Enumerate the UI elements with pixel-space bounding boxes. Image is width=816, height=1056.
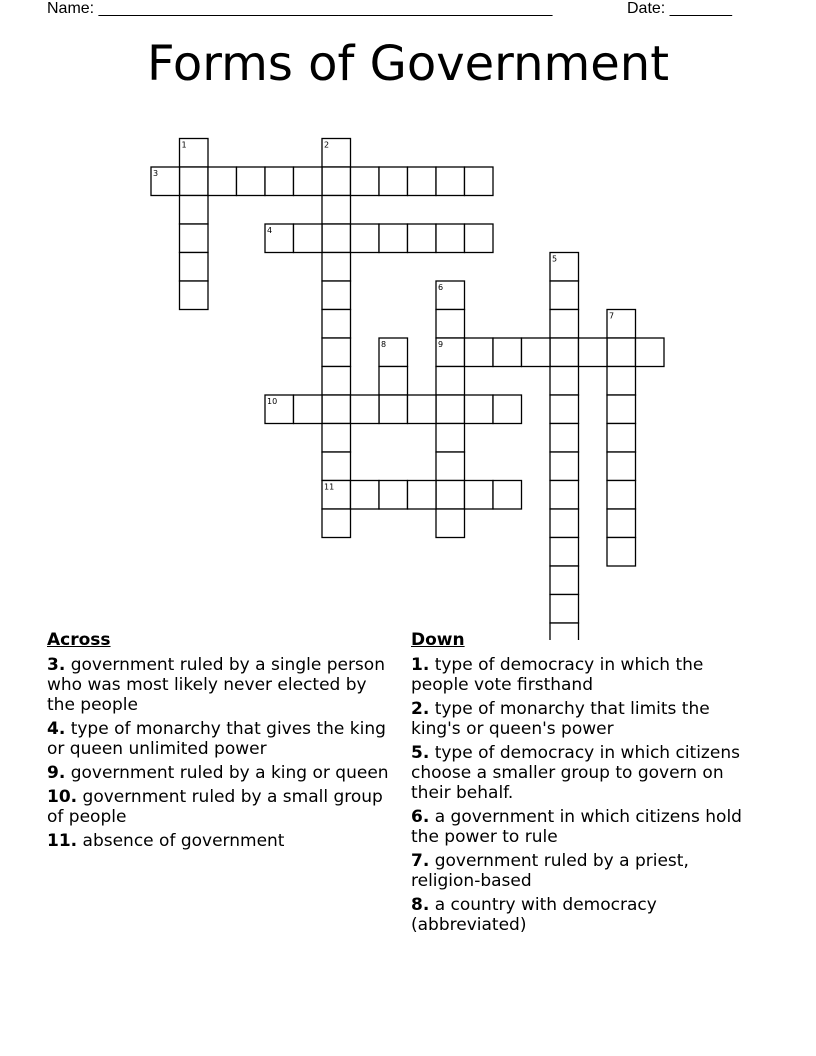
clue-down-7: 7. government ruled by a priest, religion-based <box>411 851 689 891</box>
grid-cell[interactable] <box>465 224 494 253</box>
clue-number-11: 11 <box>324 482 335 492</box>
clue-number-8: 8 <box>381 340 387 349</box>
grid-cell[interactable] <box>294 167 323 196</box>
clue-number-3: 3 <box>153 169 159 178</box>
grid-cell[interactable] <box>607 509 636 538</box>
grid-cell[interactable] <box>379 167 408 196</box>
clue-down-8: 8. a country with democracy (abbreviated) <box>411 895 657 935</box>
grid-cell[interactable] <box>379 481 408 510</box>
clue-across-11: 11. absence of government <box>47 831 285 851</box>
grid-cell[interactable] <box>465 481 494 510</box>
grid-cell[interactable] <box>579 338 608 367</box>
grid-cell[interactable] <box>322 452 351 481</box>
grid-cell[interactable] <box>351 481 380 510</box>
grid-cell[interactable] <box>322 167 351 196</box>
grid-cell[interactable] <box>550 310 579 339</box>
clue-down-1: 1. type of democracy in which the people vote firsthand <box>411 655 704 695</box>
clue-number-6: 6 <box>438 283 444 292</box>
grid-cell[interactable] <box>607 338 636 367</box>
grid-cell[interactable] <box>465 167 494 196</box>
clue-number-4: 4 <box>267 226 273 235</box>
grid-cell[interactable] <box>436 167 465 196</box>
grid-cell[interactable] <box>180 167 209 196</box>
grid-cell[interactable] <box>408 224 437 253</box>
date-field[interactable]: Date: _______ <box>627 0 732 17</box>
grid-cell[interactable] <box>322 224 351 253</box>
down-heading: Down <box>411 630 465 650</box>
grid-cell[interactable] <box>322 196 351 225</box>
grid-cell[interactable] <box>351 395 380 424</box>
grid-cell[interactable] <box>322 253 351 282</box>
grid-cell[interactable] <box>351 167 380 196</box>
clue-number-2: 2 <box>324 140 330 150</box>
page-title: Forms of Government <box>146 36 670 92</box>
grid-cell[interactable] <box>465 395 494 424</box>
clue-down-5: 5. type of democracy in which citizens choose a smaller group to govern on their behalf. <box>411 743 740 803</box>
clue-number-10: 10 <box>267 397 278 406</box>
grid-cell[interactable] <box>265 167 294 196</box>
grid-cell[interactable] <box>408 481 437 510</box>
down-clues <box>411 628 763 939</box>
grid-cell[interactable] <box>550 367 579 396</box>
grid-cell[interactable] <box>180 224 209 253</box>
grid-cell[interactable] <box>180 253 209 282</box>
grid-cell[interactable] <box>607 452 636 481</box>
grid-cell[interactable] <box>322 281 351 310</box>
grid-cell[interactable] <box>237 167 266 196</box>
grid-cell[interactable] <box>322 424 351 453</box>
grid-cell[interactable] <box>636 338 665 367</box>
grid-cell[interactable] <box>436 481 465 510</box>
clue-across-4: 4. type of monarchy that gives the king or queen unlimited power <box>47 719 386 759</box>
grid-cell[interactable] <box>607 538 636 567</box>
grid-cell[interactable] <box>550 395 579 424</box>
clue-number-1: 1 <box>181 140 187 150</box>
grid-cell[interactable] <box>322 338 351 367</box>
clue-across-9: 9. government ruled by a king or queen <box>47 763 389 783</box>
across-clues <box>47 628 399 855</box>
grid-cell[interactable] <box>436 310 465 339</box>
grid-cell[interactable] <box>322 509 351 538</box>
grid-cell[interactable] <box>550 338 579 367</box>
grid-cell[interactable] <box>436 395 465 424</box>
grid-cell[interactable] <box>436 224 465 253</box>
grid-cell[interactable] <box>493 338 522 367</box>
across-heading: Across <box>47 630 111 650</box>
grid-cell[interactable] <box>436 367 465 396</box>
clue-down-2: 2. type of monarchy that limits the king's or queen's power <box>411 699 710 739</box>
grid-cell[interactable] <box>208 167 237 196</box>
grid-cell[interactable] <box>550 452 579 481</box>
grid-cell[interactable] <box>322 310 351 339</box>
grid-cell[interactable] <box>294 395 323 424</box>
grid-cell[interactable] <box>607 424 636 453</box>
grid-cell[interactable] <box>607 367 636 396</box>
clue-number-5: 5 <box>552 254 558 264</box>
grid-cell[interactable] <box>379 367 408 396</box>
grid-cell[interactable] <box>550 281 579 310</box>
grid-cell[interactable] <box>379 224 408 253</box>
grid-cell[interactable] <box>351 224 380 253</box>
grid-cell[interactable] <box>465 338 494 367</box>
grid-cell[interactable] <box>436 452 465 481</box>
grid-cell[interactable] <box>322 367 351 396</box>
clue-across-3: 3. government ruled by a single person who was most likely never elected by the people <box>47 655 385 715</box>
grid-cell[interactable] <box>550 595 579 624</box>
grid-cell[interactable] <box>607 481 636 510</box>
grid-cell[interactable] <box>607 395 636 424</box>
clue-number-9: 9 <box>438 340 444 349</box>
name-field[interactable]: Name: ___________________________________________________ <box>47 0 553 17</box>
grid-cell[interactable] <box>550 424 579 453</box>
clue-down-6: 6. a government in which citizens hold the power to rule <box>411 807 742 847</box>
grid-cell[interactable] <box>493 481 522 510</box>
grid-cell[interactable] <box>493 395 522 424</box>
grid-cell[interactable] <box>436 509 465 538</box>
grid-cell[interactable] <box>436 424 465 453</box>
clue-number-7: 7 <box>609 311 615 321</box>
grid-cell[interactable] <box>408 167 437 196</box>
grid-cell[interactable] <box>522 338 551 367</box>
clue-across-10: 10. government ruled by a small group of people <box>47 787 383 827</box>
grid-cell[interactable] <box>379 395 408 424</box>
grid-cell[interactable] <box>550 509 579 538</box>
grid-cell[interactable] <box>322 395 351 424</box>
grid-cell[interactable] <box>550 538 579 567</box>
grid-cell[interactable] <box>180 281 209 310</box>
grid-cell[interactable] <box>550 481 579 510</box>
grid-cell[interactable] <box>408 395 437 424</box>
grid-cell[interactable] <box>180 196 209 225</box>
grid-cell[interactable] <box>294 224 323 253</box>
grid-cell[interactable] <box>550 566 579 595</box>
